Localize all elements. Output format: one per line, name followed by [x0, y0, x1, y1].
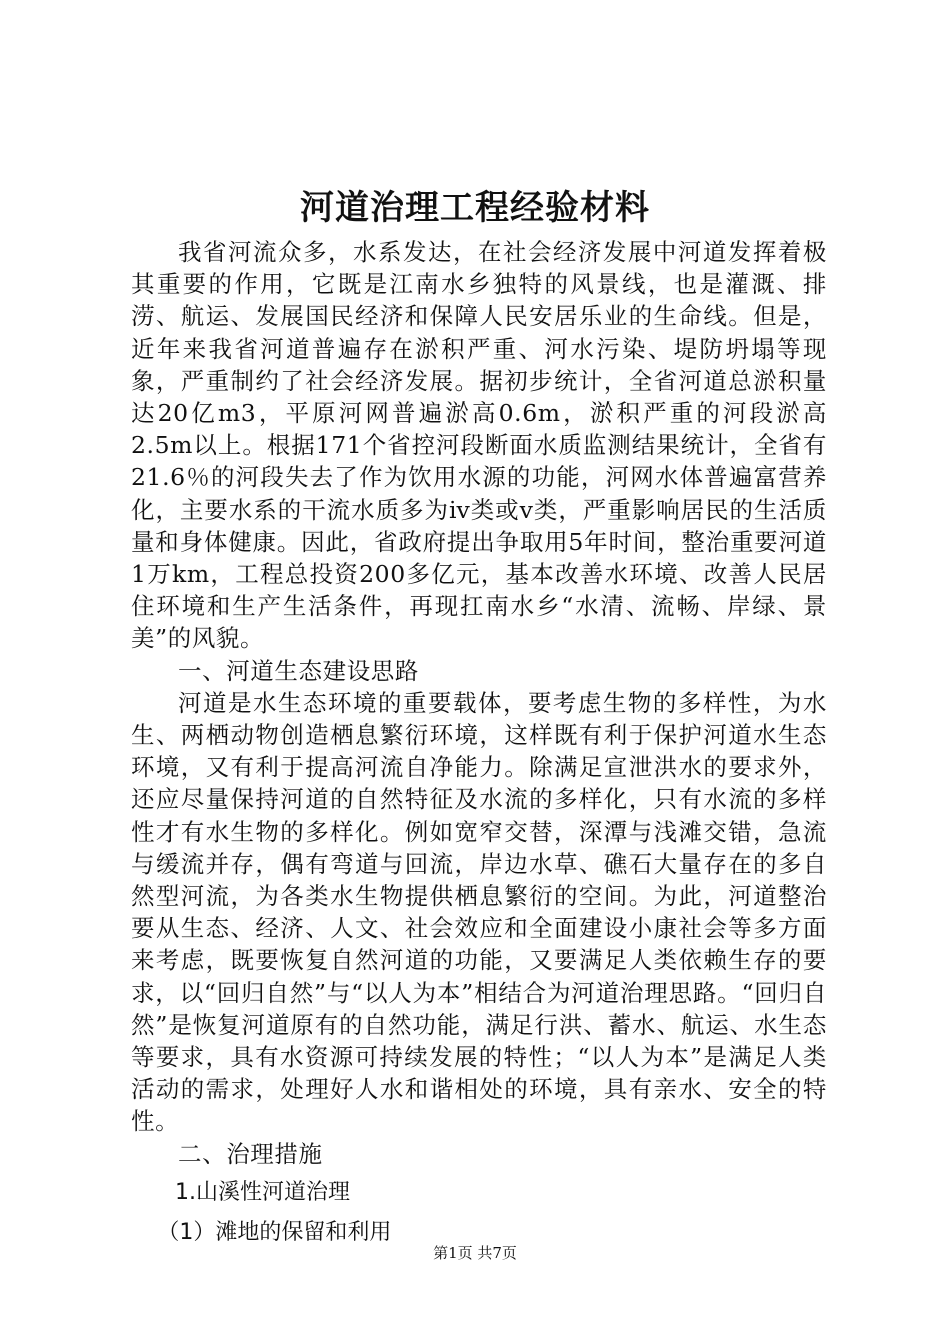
subsubsection-heading: （1）滩地的保留和利用 [157, 1219, 392, 1245]
subsection-heading: 1.山溪性河道治理 [175, 1179, 350, 1205]
intro-paragraph: 我省河流众多，水系发达，在社会经济发展中河道发挥着极其重要的作用，它既是江南水乡独特的风景线，也是灌溉、排涝、航运、发展国民经济和保障人民安居乐业的生命线。但是，近年来我省河道普遍存在淤积严重、河水污染、堤防坍塌等现象，严重制约了社会经济发展。据初步统计，全省河道总淤积量达20亿m3，平原河网普遍淤高0.6m，淤积严重的河段淤高2.5m以上。根据171个省控河段断面水质监测结果统计，全省有21.6％的河段失去了作为饮用水源的功能，河网水体普遍富营养化，主要水系的干流水质多为ⅳ类或ⅴ类，严重影响居民的生活质量和身体健康。因此，省政府提出争取用5年时间，整治重要河道1万km，工程总投资200多亿元，基本改善水环境、改善人民居住环境和生产生活条件，再现扛南水乡“水清、流畅、岸绿、景美”的风貌。 [131, 238, 827, 653]
ecology-paragraph: 河道是水生态环境的重要载体，要考虑生物的多样性，为水生、两栖动物创造栖息繁衍环境，这样既有利于保护河道水生态环境，又有利于提高河流自净能力。除满足宣泄洪水的要求外，还应尽量保持河道的自然特征及水流的多样化，只有水流的多样性才有水生物的多样化。例如宽窄交替，深潭与浅滩交错，急流与缓流并存，偶有弯道与回流，岸边水草、礁石大量存在的多自然型河流，为各类水生物提供栖息繁衍的空间。为此，河道整治要从生态、经济、人文、社会效应和全面建设小康社会等多方面来考虑，既要恢复自然河道的功能，又要满足人类依赖生存的要求，以“回归自然”与“以人为本”相结合为河道治理思路。“回归自然”是恢复河道原有的自然功能，满足行洪、蓄水、航运、水生态等要求，具有水资源可持续发展的特性；“以人为本”是满足人类活动的需求，处理好人水和谐相处的环境，具有亲水、安全的特性。 [131, 688, 827, 1136]
page-footer: 第1页 共7页 [433, 1244, 517, 1262]
section-heading-1: 一、河道生态建设思路 [178, 656, 419, 685]
document-title: 河道治理工程经验材料 [300, 188, 650, 228]
section-heading-2: 二、治理措施 [178, 1139, 323, 1168]
document-body [131, 236, 827, 1253]
